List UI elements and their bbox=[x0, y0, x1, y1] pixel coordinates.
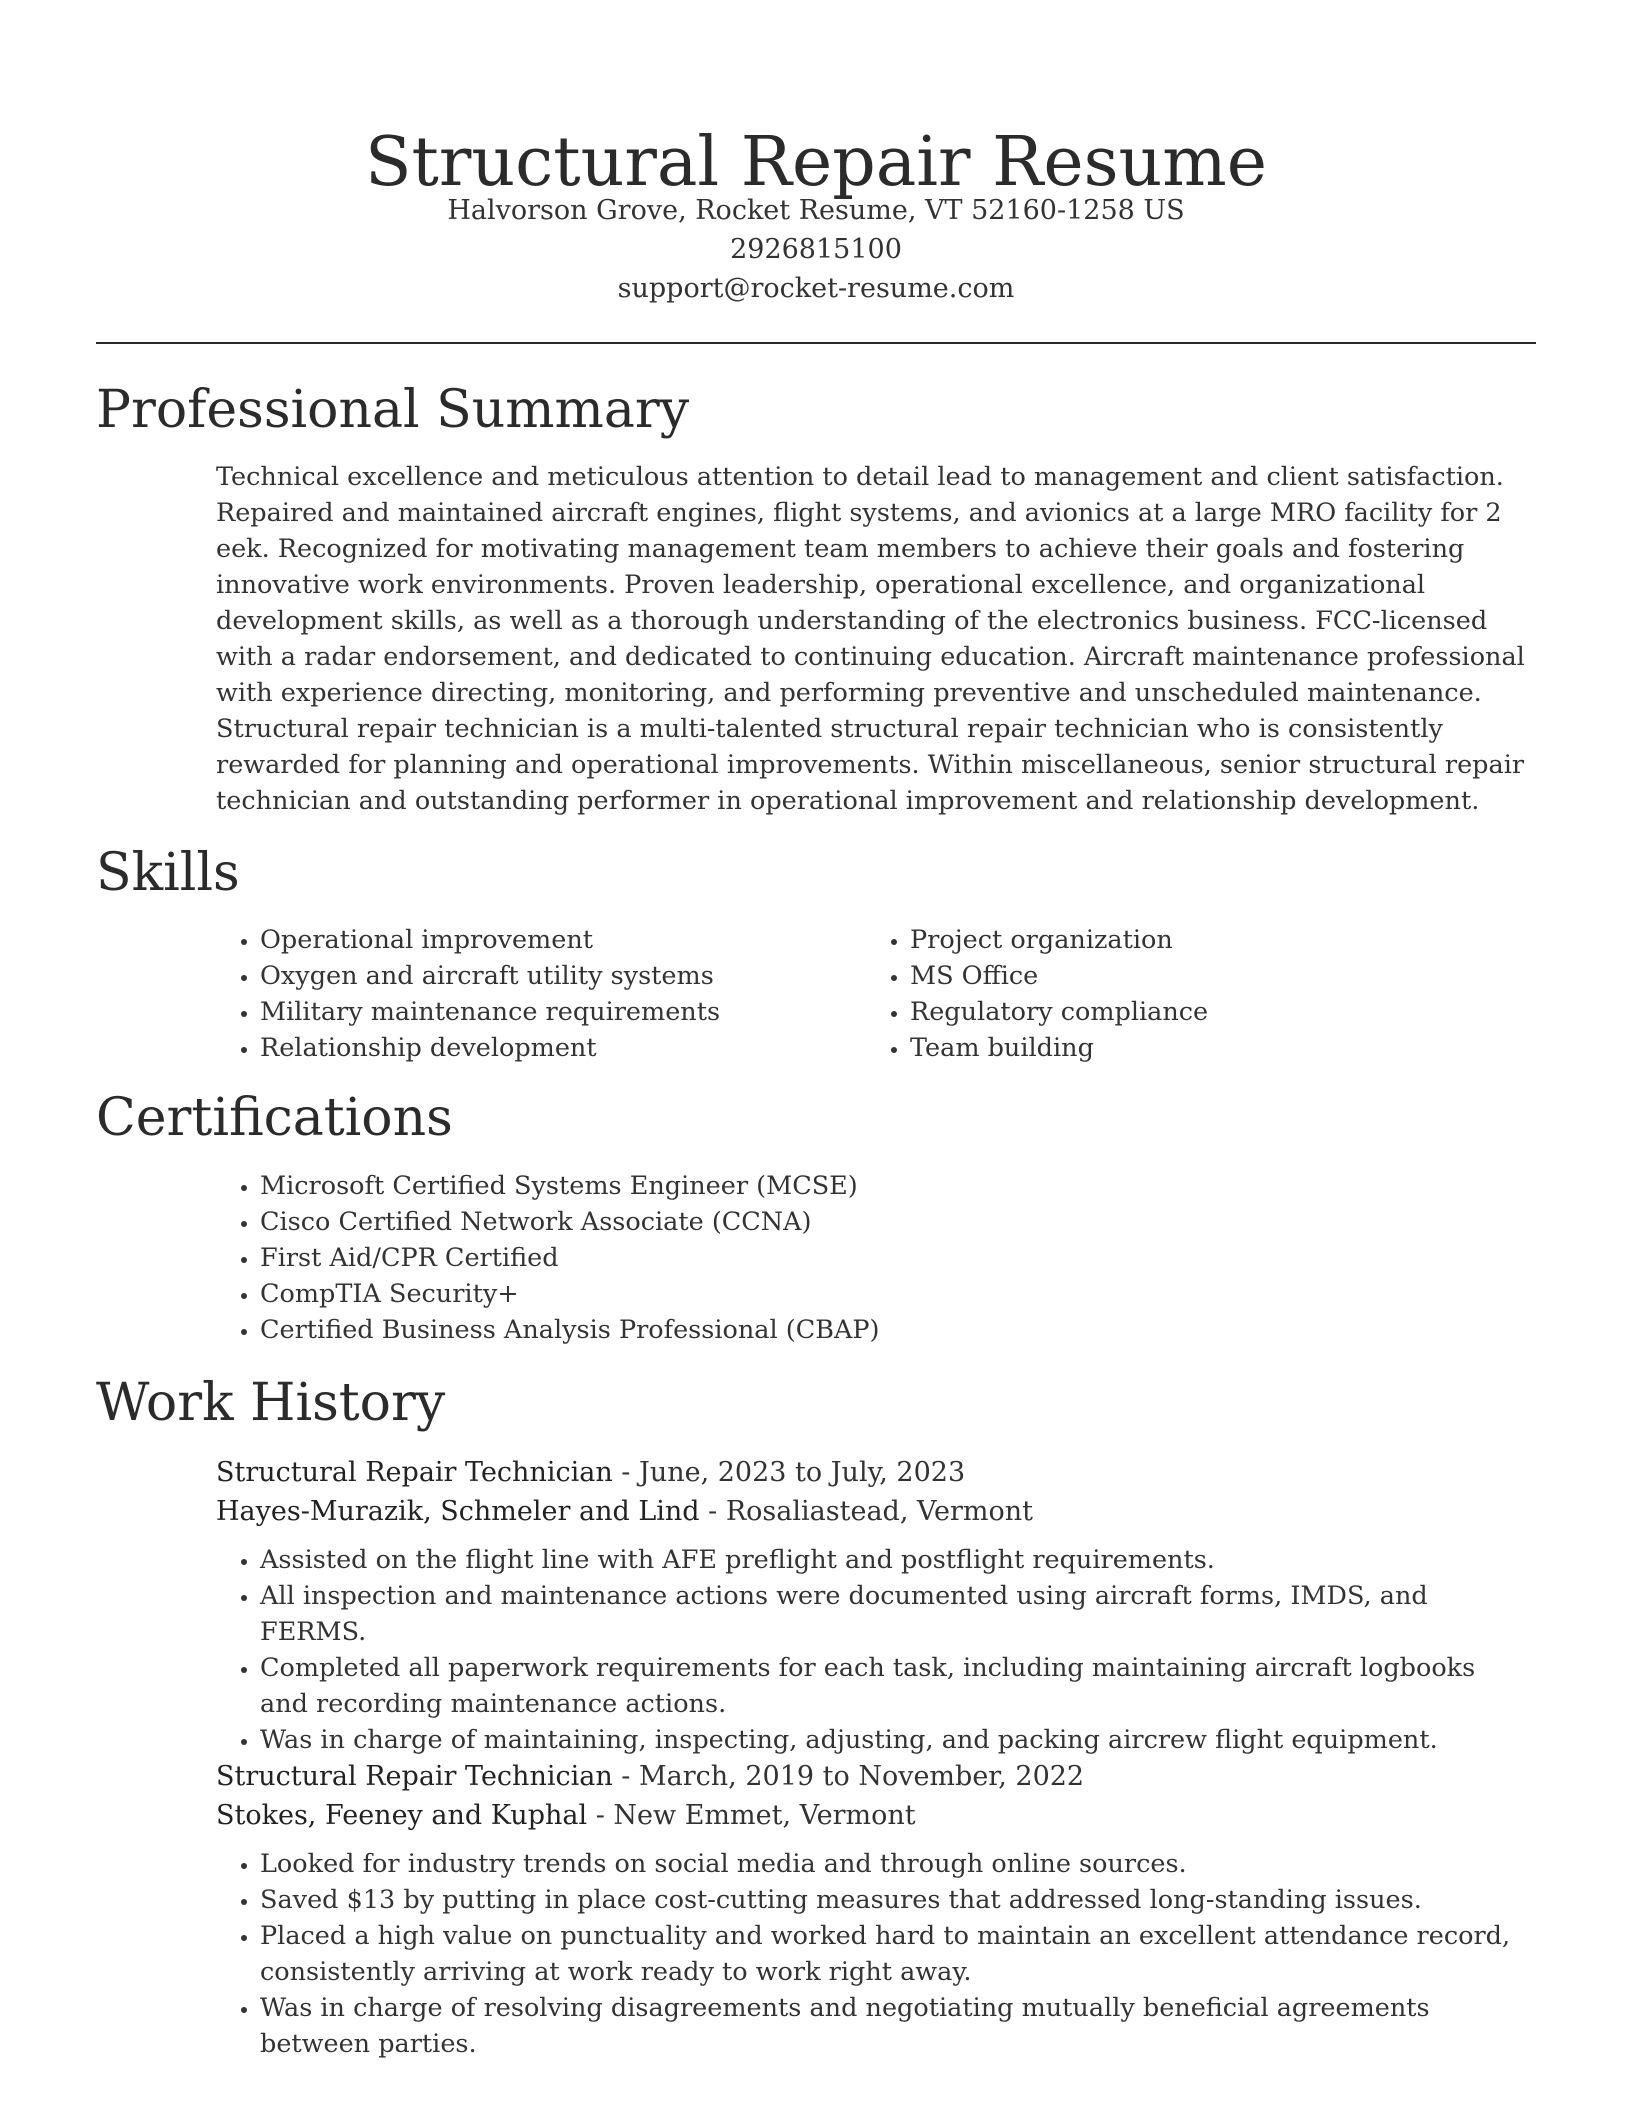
certification-item: • CompTIA Security+ bbox=[260, 1276, 1546, 1312]
job-bullet: • Was in charge of resolving disagreements and negotiating mutually beneficial agreements between parties. bbox=[260, 1990, 1516, 2062]
skill-item: • MS Office bbox=[910, 958, 1466, 994]
job-bullet: • Looked for industry trends on social media and through online sources. bbox=[260, 1846, 1516, 1882]
job-dates: - March, 2019 to November, 2022 bbox=[612, 1761, 1085, 1792]
job-title-line bbox=[216, 1757, 1546, 1796]
skill-item: • Project organization bbox=[910, 922, 1466, 958]
skills-list-right bbox=[866, 922, 1466, 1066]
job-bullets-block bbox=[216, 1542, 1516, 1758]
contact-block bbox=[0, 191, 1632, 308]
skills-heading: Skills bbox=[96, 843, 240, 903]
job-bullet: • Completed all paperwork requirements for each task, including maintaining aircraft logbooks and recording maintenance actions. bbox=[260, 1650, 1516, 1722]
certifications-block bbox=[216, 1168, 1546, 1348]
skills-list-left bbox=[216, 922, 816, 1066]
job-bullet: • Placed a high value on punctuality and worked hard to maintain an excellent attendance record, consistently arriving at work ready to work right away. bbox=[260, 1918, 1516, 1990]
skill-item: • Operational improvement bbox=[260, 922, 816, 958]
contact-phone: 2926815100 bbox=[730, 234, 902, 265]
job-location: - New Emmet, Vermont bbox=[587, 1800, 916, 1831]
summary-heading: Professional Summary bbox=[96, 380, 690, 440]
skill-item: • Team building bbox=[910, 1030, 1466, 1066]
job-entry bbox=[216, 1757, 1546, 1835]
certification-item: • Cisco Certified Network Associate (CCNA) bbox=[260, 1204, 1546, 1240]
skill-item: • Regulatory compliance bbox=[910, 994, 1466, 1030]
job-bullets bbox=[216, 1542, 1516, 1758]
work-history-heading: Work History bbox=[96, 1373, 446, 1433]
job-company-line bbox=[216, 1796, 1546, 1835]
job-bullet: • Was in charge of maintaining, inspecting, adjusting, and packing aircrew flight equipment. bbox=[260, 1722, 1516, 1758]
certifications-heading: Certifications bbox=[96, 1088, 453, 1148]
job-entry bbox=[216, 1453, 1546, 1531]
skill-item: • Military maintenance requirements bbox=[260, 994, 816, 1030]
contact-address: Halvorson Grove, Rocket Resume, VT 52160-1258 US bbox=[447, 195, 1185, 226]
job-bullets bbox=[216, 1846, 1516, 2062]
job-location: - Rosaliastead, Vermont bbox=[699, 1496, 1033, 1527]
job-bullets-block bbox=[216, 1846, 1516, 2062]
certifications-list bbox=[216, 1168, 1546, 1348]
job-company: Hayes-Murazik, Schmeler and Lind bbox=[216, 1496, 700, 1527]
skill-item: • Oxygen and aircraft utility systems bbox=[260, 958, 816, 994]
resume-title: Structural Repair Resume bbox=[364, 122, 1268, 202]
header-divider bbox=[96, 342, 1536, 344]
skill-item: • Relationship development bbox=[260, 1030, 816, 1066]
job-company-line bbox=[216, 1492, 1546, 1531]
job-dates: - June, 2023 to July, 2023 bbox=[612, 1457, 966, 1488]
summary-text: Technical excellence and meticulous attention to detail lead to management and client satisfaction. Repaired and maintained aircraft engines, flight systems, and avionics at a large MRO facility for 2 eek. Recognized for motivating management team members to achieve their goals and fostering innovative work environments. Proven leadership, operational excellence, and organizational development skills, as well as a thorough understanding of the electronics business. FCC-licensed with a radar endorsement, and dedicated to continuing education. Aircraft maintenance professional with experience directing, monitoring, and performing preventive and unscheduled maintenance. Structural repair technician is a multi-talented structural repair technician who is consistently rewarded for planning and operational improvements. Within miscellaneous, senior structural repair technician and outstanding performer in operational improvement and relationship development. bbox=[216, 462, 1525, 816]
job-bullet: • Saved $13 by putting in place cost-cutting measures that addressed long-standing issues. bbox=[260, 1882, 1516, 1918]
certification-item: • Microsoft Certified Systems Engineer (MCSE) bbox=[260, 1168, 1546, 1204]
job-company: Stokes, Feeney and Kuphal bbox=[216, 1800, 588, 1831]
job-bullet: • All inspection and maintenance actions were documented using aircraft forms, IMDS, and FERMS. bbox=[260, 1578, 1516, 1650]
job-bullet: • Assisted on the flight line with AFE preflight and postflight requirements. bbox=[260, 1542, 1516, 1578]
job-title: Structural Repair Technician bbox=[216, 1761, 613, 1792]
job-title-line bbox=[216, 1453, 1546, 1492]
skills-column-right bbox=[866, 922, 1466, 1066]
contact-email: support@rocket-resume.com bbox=[617, 273, 1015, 304]
job-title: Structural Repair Technician bbox=[216, 1457, 613, 1488]
skills-column-left bbox=[216, 922, 816, 1066]
certification-item: • Certified Business Analysis Professional (CBAP) bbox=[260, 1312, 1546, 1348]
certification-item: • First Aid/CPR Certified bbox=[260, 1240, 1546, 1276]
